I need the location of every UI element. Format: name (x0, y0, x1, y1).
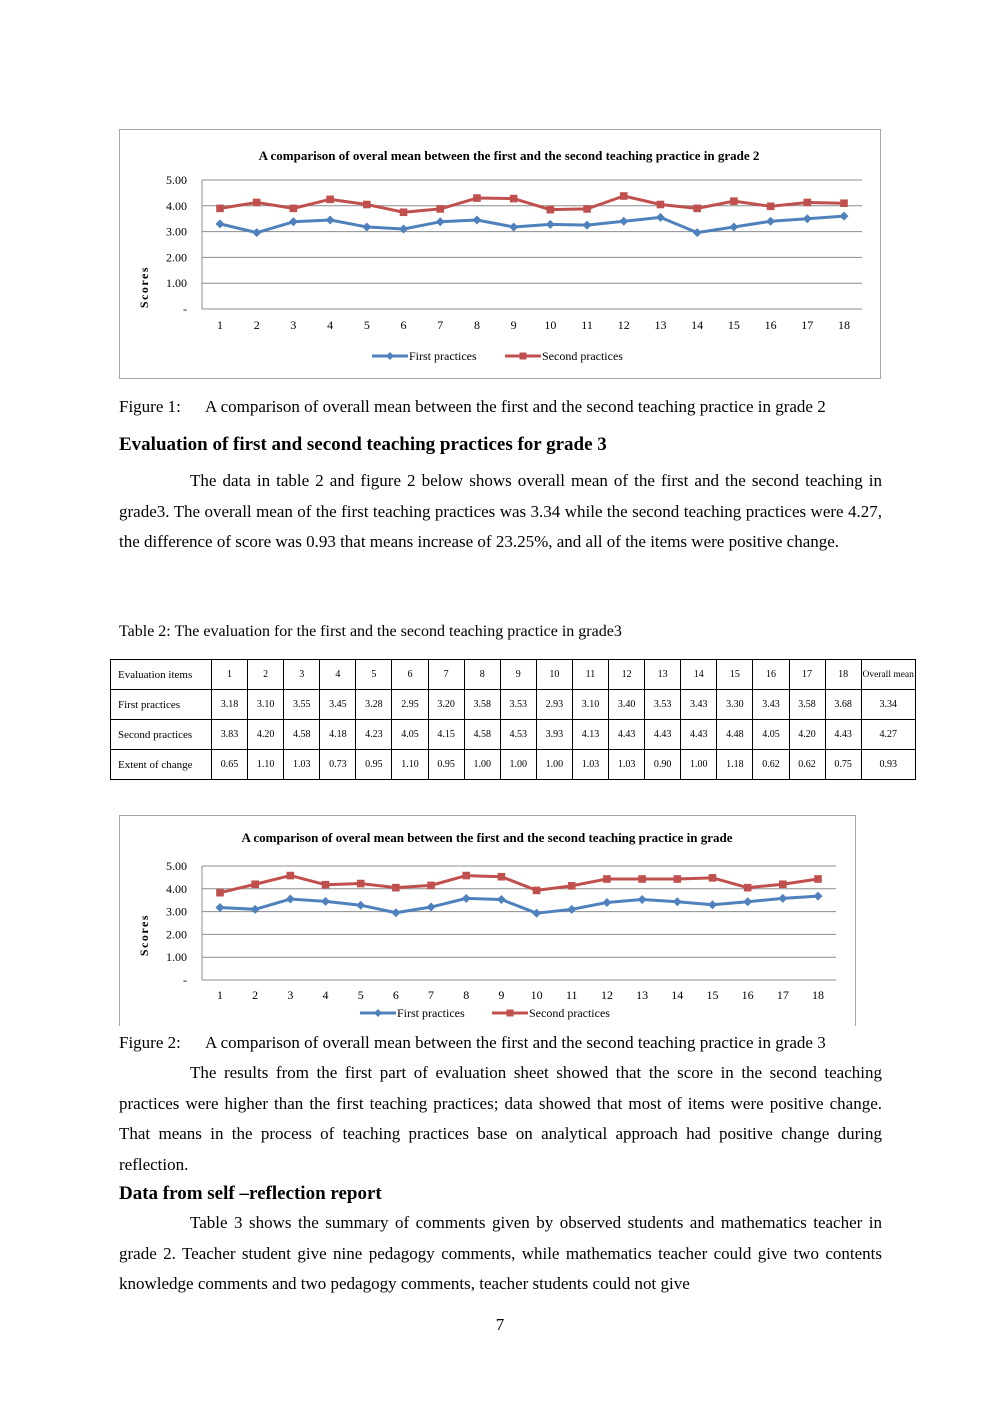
table-cell: 3.58 (789, 690, 825, 720)
series-line-1 (220, 896, 818, 913)
table-cell: 3.40 (609, 690, 645, 720)
x-tick-label: 9 (498, 988, 505, 1002)
data-point-diamond (814, 892, 823, 901)
data-point-diamond (509, 222, 518, 231)
x-tick-label: 3 (290, 318, 297, 332)
x-tick-label: 10 (544, 318, 557, 332)
data-point-square (767, 203, 775, 211)
data-point-diamond (693, 228, 702, 237)
data-point-diamond (326, 215, 335, 224)
table-2-caption: Table 2: The evaluation for the first and the second teaching practice in grade3 (119, 623, 622, 640)
table-row (111, 750, 916, 780)
x-tick-label: 8 (463, 988, 470, 1002)
data-point-diamond (656, 213, 665, 222)
table-row (111, 720, 916, 750)
x-tick-label: 12 (617, 318, 630, 332)
table-cell: 3.45 (320, 690, 356, 720)
data-point-square (673, 875, 681, 883)
table-cell: 3.10 (572, 690, 608, 720)
data-point-square (840, 199, 848, 207)
data-point-diamond (766, 217, 775, 226)
table-cell: 0.90 (645, 750, 681, 780)
data-point-diamond (436, 217, 445, 226)
data-point-square (533, 887, 541, 895)
table-cell: 1.00 (536, 750, 572, 780)
data-point-square (290, 205, 298, 213)
x-tick-label: 6 (392, 988, 399, 1002)
data-point-square (693, 205, 701, 213)
table-cell: 4.48 (717, 720, 753, 750)
table-cell: 0.95 (428, 750, 464, 780)
table-cell: 1.00 (681, 750, 717, 780)
data-point-diamond (778, 894, 787, 903)
figure-2-chart (119, 815, 856, 1026)
y-tick-label: 1.00 (166, 276, 187, 291)
x-tick-label: 18 (812, 988, 824, 1002)
y-tick-label: 2.00 (166, 927, 187, 942)
table-row-label: Extent of change (111, 750, 212, 780)
table-cell: 4.43 (609, 720, 645, 750)
table-cell: 3 (284, 660, 320, 690)
figure-1-caption-text: A comparison of overall mean between the first and the second teaching practice in grade 2 (205, 397, 826, 416)
y-axis-label: Scores (137, 913, 151, 957)
data-point-square (603, 875, 611, 883)
chart-title: A comparison of overal mean between the first and the second teaching practice in grade (241, 830, 733, 845)
table-row (111, 690, 916, 720)
legend-label: First practices (397, 1006, 465, 1020)
x-tick-label: 16 (741, 988, 754, 1002)
table-cell: 4.05 (392, 720, 428, 750)
data-point-diamond (399, 225, 408, 234)
table-header-row (111, 660, 916, 690)
x-tick-label: 7 (428, 988, 435, 1002)
data-point-diamond (321, 897, 330, 906)
table-cell-overall: Overall mean (861, 660, 915, 690)
table-cell: 1.03 (284, 750, 320, 780)
legend-marker-diamond (374, 1009, 382, 1017)
paragraph-grade3-summary (119, 466, 882, 558)
x-tick-label: 1 (217, 988, 223, 1002)
x-tick-label: 9 (510, 318, 517, 332)
table-cell: 4.23 (356, 720, 392, 750)
paragraph-results (119, 1058, 882, 1181)
x-tick-label: 14 (691, 318, 704, 332)
table-cell-overall: 0.93 (861, 750, 915, 780)
paragraph-table3 (119, 1208, 882, 1300)
x-tick-label: 5 (357, 988, 364, 1002)
data-point-square (568, 882, 576, 890)
x-tick-label: 14 (671, 988, 684, 1002)
table-cell: 4.15 (428, 720, 464, 750)
table-cell: 4.43 (681, 720, 717, 750)
legend-label: Second practices (542, 349, 623, 363)
x-tick-label: 11 (565, 988, 578, 1002)
data-point-diamond (638, 895, 647, 904)
paragraph-2-text: The results from the first part of evaluation sheet showed that the score in the second teaching practices were higher than the first teaching practices; data showed that most of items were positive change. That means in the process of teaching practices base on analytical approach had positive change during reflection. (119, 1063, 882, 1175)
data-point-square (730, 197, 738, 205)
x-tick-label: 4 (327, 318, 334, 332)
legend-label: Second practices (529, 1006, 610, 1020)
legend-marker-diamond (386, 352, 394, 360)
data-point-square (462, 872, 470, 880)
table-2 (110, 659, 916, 780)
figure-1-caption-number: Figure 1: (119, 397, 181, 416)
data-point-diamond (729, 222, 738, 231)
data-point-square (510, 195, 518, 203)
data-point-square (709, 874, 717, 882)
paragraph-3-text: Table 3 shows the summary of comments given by observed students and mathematics teacher in grade 2. Teacher student give nine pedagogy comments, while mathematics teacher could give two contents knowledge comments and two pedagogy comments, teacher students could not give (119, 1213, 882, 1294)
x-tick-label: 4 (322, 988, 329, 1002)
x-tick-label: 3 (287, 988, 294, 1002)
table-cell: 2.93 (536, 690, 572, 720)
data-point-diamond (532, 909, 541, 918)
table-cell: 8 (464, 660, 500, 690)
table-cell: 1.00 (464, 750, 500, 780)
data-point-diamond (391, 908, 400, 917)
table-cell: 3.93 (536, 720, 572, 750)
table-row-label: First practices (111, 690, 212, 720)
data-point-diamond (462, 894, 471, 903)
table-cell: 3.68 (825, 690, 861, 720)
x-tick-label: 2 (252, 988, 259, 1002)
data-point-square (583, 205, 591, 213)
x-tick-label: 11 (581, 318, 593, 332)
data-point-square (498, 873, 506, 881)
table-cell: 3.55 (284, 690, 320, 720)
x-tick-label: 5 (363, 318, 370, 332)
data-point-square (779, 880, 787, 888)
data-point-square (392, 884, 400, 892)
data-point-diamond (362, 222, 371, 231)
data-point-diamond (743, 897, 752, 906)
table-cell: 1.03 (572, 750, 608, 780)
section-heading-self-reflection: Data from self –reflection report (119, 1183, 382, 1204)
table-cell: 15 (717, 660, 753, 690)
y-tick-label: 3.00 (166, 224, 187, 239)
table-cell: 12 (609, 660, 645, 690)
data-point-square (638, 875, 646, 883)
data-point-diamond (583, 221, 592, 230)
legend-marker-square (520, 353, 527, 360)
data-point-diamond (286, 895, 295, 904)
table-cell: 1 (212, 660, 248, 690)
table-cell: 4.58 (284, 720, 320, 750)
data-point-diamond (251, 905, 260, 914)
data-point-square (216, 205, 224, 213)
y-tick-label: - (183, 973, 187, 987)
data-point-square (803, 199, 811, 207)
table-cell: 3.30 (717, 690, 753, 720)
x-tick-label: 1 (217, 318, 223, 332)
table-cell: 4.43 (825, 720, 861, 750)
x-tick-label: 6 (400, 318, 407, 332)
y-tick-label: - (183, 302, 187, 316)
figure-2-caption-text: A comparison of overall mean between the first and the second teaching practice in grade 3 (205, 1033, 826, 1052)
table-cell: 7 (428, 660, 464, 690)
data-point-square (400, 208, 408, 216)
series-line-1 (220, 216, 844, 233)
data-point-square (547, 206, 555, 214)
data-point-diamond (708, 900, 717, 909)
table-cell: 1.18 (717, 750, 753, 780)
table-cell: 1.00 (500, 750, 536, 780)
table-cell: 3.18 (212, 690, 248, 720)
table-cell: 3.10 (248, 690, 284, 720)
data-point-square (657, 201, 665, 209)
table-cell: 3.20 (428, 690, 464, 720)
paragraph-1-text: The data in table 2 and figure 2 below shows overall mean of the first and the second teaching in grade3. The overall mean of the first teaching practices was 3.34 while the second teaching practices were 4.27, the difference of score was 0.93 that means increase of 23.25%, and all of the items were positive change. (119, 471, 882, 552)
table-2-body (111, 660, 916, 780)
data-point-square (814, 875, 822, 883)
table-cell: 4.05 (753, 720, 789, 750)
data-point-square (251, 880, 259, 888)
section-heading-grade3: Evaluation of first and second teaching practices for grade 3 (119, 434, 607, 455)
data-point-diamond (216, 219, 225, 228)
data-point-diamond (567, 905, 576, 914)
y-tick-label: 4.00 (166, 881, 187, 896)
data-point-square (287, 872, 295, 880)
table-cell: 4 (320, 660, 356, 690)
table-cell: 4.20 (789, 720, 825, 750)
figure-1-chart (119, 129, 881, 379)
table-cell: 18 (825, 660, 861, 690)
table-cell: 0.73 (320, 750, 356, 780)
chart-title: A comparison of overal mean between the first and the second teaching practice in grade 2 (258, 148, 760, 163)
y-tick-label: 3.00 (166, 904, 187, 919)
data-point-square (436, 205, 444, 213)
table-cell-overall: 3.34 (861, 690, 915, 720)
legend-label: First practices (409, 349, 477, 363)
table-cell: 4.53 (500, 720, 536, 750)
data-point-diamond (546, 220, 555, 229)
table-cell: 0.75 (825, 750, 861, 780)
x-tick-label: 2 (253, 318, 260, 332)
table-cell: 5 (356, 660, 392, 690)
figure-2-svg (120, 816, 855, 1026)
x-tick-label: 15 (727, 318, 740, 332)
x-tick-label: 16 (764, 318, 777, 332)
x-tick-label: 17 (801, 318, 814, 332)
y-tick-label: 2.00 (166, 250, 187, 265)
table-cell: 1.03 (609, 750, 645, 780)
series-line-2 (220, 196, 844, 212)
table-cell: 4.58 (464, 720, 500, 750)
x-tick-label: 13 (636, 988, 649, 1002)
table-cell: 3.58 (464, 690, 500, 720)
data-point-diamond (289, 217, 298, 226)
table-cell: 0.62 (789, 750, 825, 780)
figure-1-svg (120, 130, 880, 378)
table-cell: 3.53 (645, 690, 681, 720)
x-tick-label: 15 (706, 988, 719, 1002)
data-point-square (363, 201, 371, 209)
table-cell: 4.13 (572, 720, 608, 750)
data-point-diamond (252, 228, 261, 237)
x-tick-label: 17 (776, 988, 789, 1002)
table-cell: 11 (572, 660, 608, 690)
data-point-square (357, 880, 365, 888)
y-tick-label: 1.00 (166, 950, 187, 965)
table-cell: 13 (645, 660, 681, 690)
data-point-diamond (673, 897, 682, 906)
data-point-square (427, 882, 435, 890)
table-cell: 0.62 (753, 750, 789, 780)
data-point-square (473, 194, 481, 202)
y-tick-label: 5.00 (166, 173, 187, 187)
x-tick-label: 8 (473, 318, 480, 332)
figure-2-caption-number: Figure 2: (119, 1033, 181, 1052)
data-point-diamond (472, 215, 481, 224)
table-cell: 3.28 (356, 690, 392, 720)
table-cell: 17 (789, 660, 825, 690)
table-cell: 10 (536, 660, 572, 690)
data-point-square (216, 889, 224, 897)
y-axis-label: Scores (137, 265, 151, 309)
x-tick-label: 10 (530, 988, 543, 1002)
table-cell: 4.18 (320, 720, 356, 750)
figure-2-caption (119, 1033, 826, 1053)
table-cell: 16 (753, 660, 789, 690)
data-point-diamond (427, 903, 436, 912)
data-point-diamond (803, 214, 812, 223)
x-tick-label: 7 (437, 318, 444, 332)
data-point-diamond (497, 895, 506, 904)
table-cell: 9 (500, 660, 536, 690)
table-cell: 3.43 (753, 690, 789, 720)
x-tick-label: 18 (838, 318, 850, 332)
table-cell: 3.83 (212, 720, 248, 750)
table-cell: 1.10 (248, 750, 284, 780)
table-cell: 3.53 (500, 690, 536, 720)
data-point-square (620, 192, 628, 200)
data-point-diamond (602, 898, 611, 907)
x-tick-label: 13 (654, 318, 667, 332)
series-line-2 (220, 876, 818, 893)
table-row-label: Second practices (111, 720, 212, 750)
data-point-diamond (840, 212, 849, 221)
data-point-square (322, 881, 330, 889)
data-point-square (326, 196, 334, 204)
data-point-square (253, 199, 261, 207)
table-cell: 6 (392, 660, 428, 690)
table-cell: 2 (248, 660, 284, 690)
table-cell-overall: 4.27 (861, 720, 915, 750)
table-cell: 1.10 (392, 750, 428, 780)
data-point-square (744, 884, 752, 892)
table-cell: 0.95 (356, 750, 392, 780)
table-cell: 3.43 (681, 690, 717, 720)
table-cell: 0.65 (212, 750, 248, 780)
table-cell: 14 (681, 660, 717, 690)
data-point-diamond (216, 903, 225, 912)
data-point-diamond (356, 901, 365, 910)
y-tick-label: 5.00 (166, 859, 187, 873)
figure-1-caption (119, 397, 826, 417)
table-cell: 4.20 (248, 720, 284, 750)
table-row-label: Evaluation items (111, 660, 212, 690)
table-cell: 4.43 (645, 720, 681, 750)
y-tick-label: 4.00 (166, 198, 187, 213)
page-number: 7 (495, 1315, 505, 1334)
data-point-diamond (619, 217, 628, 226)
legend-marker-square (507, 1010, 514, 1017)
table-cell: 2.95 (392, 690, 428, 720)
x-tick-label: 12 (600, 988, 613, 1002)
